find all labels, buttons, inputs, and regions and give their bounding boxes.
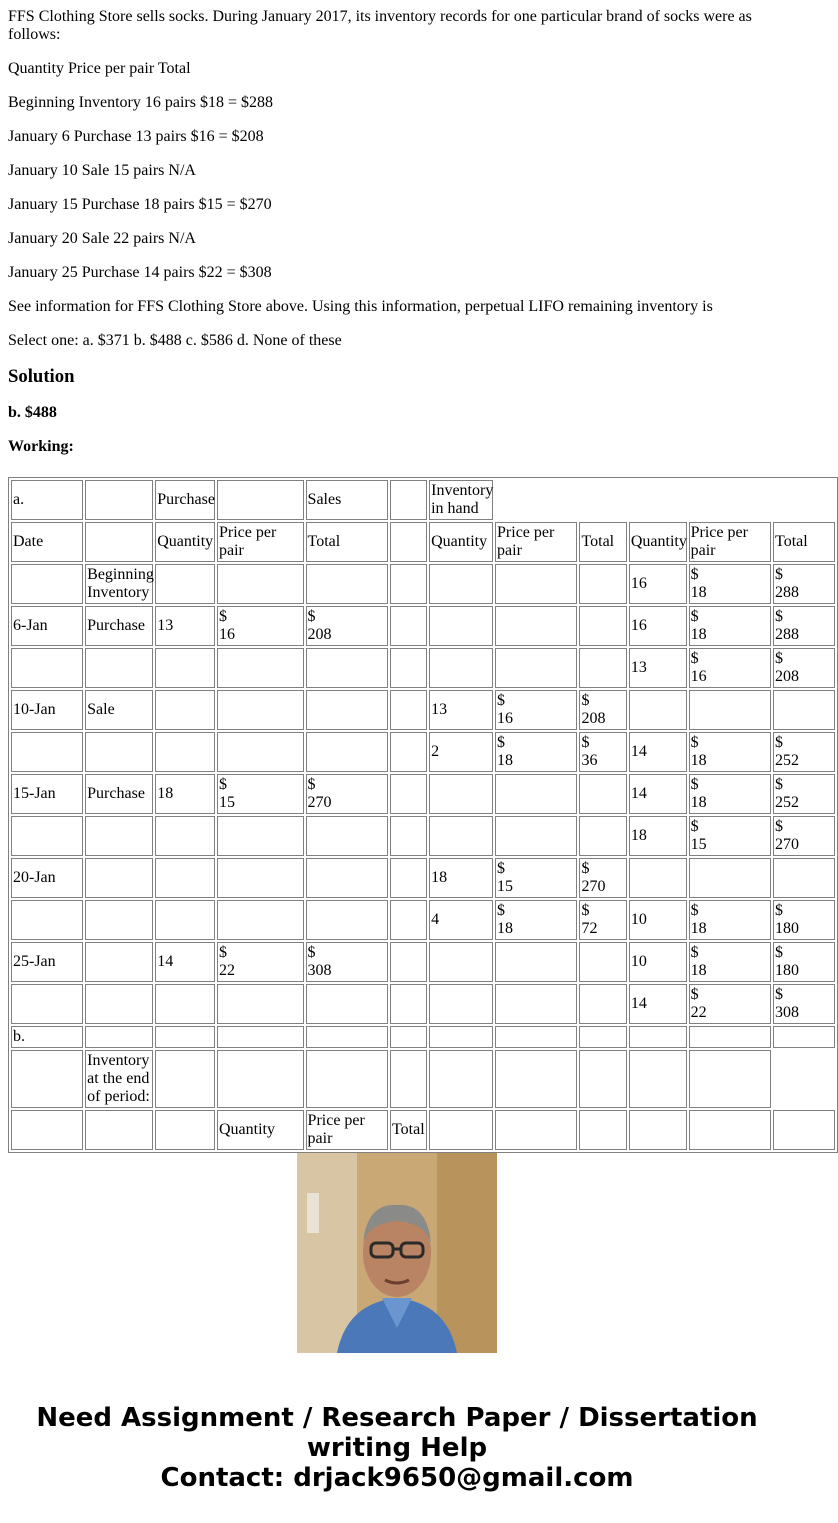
table-cell — [773, 1026, 835, 1048]
table-cell: Price per pair — [495, 522, 577, 562]
question-line: Beginning Inventory 16 pairs $18 = $288 — [8, 94, 273, 111]
table-cell — [11, 732, 83, 772]
question-line: Quantity Price per pair Total — [8, 60, 191, 77]
table-cell: Total — [306, 522, 388, 562]
question-options: Select one: a. $371 b. $488 c. $586 d. None of these — [8, 332, 342, 349]
question-content — [8, 0, 794, 472]
table-cell — [390, 648, 427, 688]
table-cell — [217, 900, 304, 940]
table-cell — [306, 816, 388, 856]
table-cell — [155, 648, 215, 688]
table-row — [11, 984, 835, 1024]
working-label: Working: — [8, 438, 74, 455]
cta-line: writing Help — [306, 1433, 488, 1463]
table-cell — [85, 732, 153, 772]
table-cell — [155, 1026, 215, 1048]
table-cell — [217, 564, 304, 604]
table-cell: $ 288 — [773, 564, 835, 604]
table-cell — [390, 858, 427, 898]
table-cell: $ 308 — [306, 942, 388, 982]
table-cell: Quantity — [217, 1110, 304, 1150]
table-cell — [85, 984, 153, 1024]
table-cell — [85, 648, 153, 688]
table-cell: Quantity — [629, 522, 687, 562]
table-cell: $ 208 — [579, 690, 626, 730]
table-cell — [629, 1026, 687, 1048]
table-cell: $ 36 — [579, 732, 626, 772]
table-cell — [390, 606, 427, 646]
table-cell: $ 18 — [689, 732, 771, 772]
table-cell: 18 — [429, 858, 493, 898]
table-cell — [217, 480, 304, 520]
table-cell — [689, 690, 771, 730]
avatar — [297, 1153, 497, 1353]
question-prompt: See information for FFS Clothing Store above. Using this information, perpetual LIFO remaining inventory is — [8, 298, 713, 315]
table-cell — [11, 564, 83, 604]
table-cell: $ 18 — [495, 732, 577, 772]
table-cell: 16 — [629, 564, 687, 604]
table-row — [11, 942, 835, 982]
table-row — [11, 1026, 835, 1048]
working-table — [8, 477, 838, 1153]
table-cell: $ 18 — [495, 900, 577, 940]
table-cell — [429, 1026, 493, 1048]
table-row — [11, 816, 835, 856]
table-cell — [390, 900, 427, 940]
table-cell: $ 270 — [579, 858, 626, 898]
table-cell: 25-Jan — [11, 942, 83, 982]
table-cell: Total — [773, 522, 835, 562]
table-cell: 20-Jan — [11, 858, 83, 898]
table-cell: $ 270 — [773, 816, 835, 856]
table-cell — [155, 816, 215, 856]
table-cell — [155, 984, 215, 1024]
table-cell — [155, 858, 215, 898]
table-cell: $ 15 — [689, 816, 771, 856]
table-cell: $ 22 — [217, 942, 304, 982]
table-cell — [85, 522, 153, 562]
table-cell — [155, 564, 215, 604]
table-cell: 14 — [155, 942, 215, 982]
solution-answer: b. $488 — [8, 404, 57, 421]
table-cell: $ 18 — [689, 774, 771, 814]
table-cell: $ 18 — [689, 900, 771, 940]
table-cell: Total — [579, 522, 626, 562]
table-row — [11, 648, 835, 688]
table-cell — [429, 1050, 493, 1108]
table-cell: 13 — [629, 648, 687, 688]
table-row — [11, 564, 835, 604]
table-cell — [579, 1026, 626, 1048]
table-cell: $ 252 — [773, 732, 835, 772]
table-cell — [629, 1050, 687, 1108]
table-cell — [11, 648, 83, 688]
table-cell — [495, 606, 577, 646]
table-cell — [579, 648, 626, 688]
footer-promo — [0, 1140, 794, 1493]
table-cell: $ 16 — [689, 648, 771, 688]
table-cell — [495, 1050, 577, 1108]
table-cell: 15-Jan — [11, 774, 83, 814]
table-cell — [429, 564, 493, 604]
table-cell: $ 180 — [773, 900, 835, 940]
table-cell — [11, 984, 83, 1024]
table-cell — [429, 984, 493, 1024]
table-cell — [11, 1050, 83, 1108]
table-cell: $ 252 — [773, 774, 835, 814]
table-cell — [689, 1026, 771, 1048]
table-cell — [495, 984, 577, 1024]
table-cell: 14 — [629, 774, 687, 814]
table-cell: 14 — [629, 984, 687, 1024]
table-cell — [629, 858, 687, 898]
table-cell: $ 18 — [689, 606, 771, 646]
table-cell — [495, 816, 577, 856]
table-cell: $ 270 — [306, 774, 388, 814]
table-cell — [155, 900, 215, 940]
table-row — [11, 522, 835, 562]
table-cell: Total — [390, 1110, 427, 1150]
table-cell: 10 — [629, 942, 687, 982]
table-cell — [390, 984, 427, 1024]
table-cell: Quantity — [429, 522, 493, 562]
table-cell — [85, 480, 153, 520]
working-table-viewport[interactable] — [8, 477, 808, 1147]
table-cell: $ 208 — [306, 606, 388, 646]
cta-email[interactable]: Contact: drjack9650@gmail.com — [160, 1463, 634, 1493]
table-cell: $ 18 — [689, 564, 771, 604]
table-cell — [217, 816, 304, 856]
table-cell: $ 22 — [689, 984, 771, 1024]
table-cell — [579, 564, 626, 604]
table-row — [11, 858, 835, 898]
table-cell: 2 — [429, 732, 493, 772]
table-cell — [495, 774, 577, 814]
table-cell — [429, 942, 493, 982]
table-cell — [217, 984, 304, 1024]
table-cell — [217, 648, 304, 688]
table-cell — [390, 564, 427, 604]
table-cell — [495, 564, 577, 604]
table-cell: Sales — [306, 480, 388, 520]
table-cell — [773, 690, 835, 730]
table-cell — [429, 606, 493, 646]
table-cell: 13 — [155, 606, 215, 646]
table-cell — [85, 858, 153, 898]
table-cell — [155, 690, 215, 730]
table-row — [11, 606, 835, 646]
table-cell: Inventory at the end of period: — [85, 1050, 153, 1108]
table-row — [11, 900, 835, 940]
table-cell: $ 180 — [773, 942, 835, 982]
table-cell: Date — [11, 522, 83, 562]
table-cell: Purchase — [85, 606, 153, 646]
table-cell — [390, 522, 427, 562]
table-cell — [306, 984, 388, 1024]
table-cell — [85, 1026, 153, 1048]
table-cell — [85, 816, 153, 856]
table-cell: $ 16 — [217, 606, 304, 646]
table-cell: Price per pair — [689, 522, 771, 562]
table-cell: Beginning Inventory — [85, 564, 153, 604]
table-cell: 13 — [429, 690, 493, 730]
table-cell — [390, 690, 427, 730]
table-cell — [306, 1026, 388, 1048]
table-cell: 6-Jan — [11, 606, 83, 646]
table-cell — [579, 606, 626, 646]
table-cell — [390, 1026, 427, 1048]
table-cell — [11, 816, 83, 856]
table-cell — [306, 690, 388, 730]
table-cell: $ 16 — [495, 690, 577, 730]
table-row — [11, 732, 835, 772]
table-cell — [306, 564, 388, 604]
table-cell — [495, 1026, 577, 1048]
question-intro: FFS Clothing Store sells socks. During January 2017, its inventory records for one particular brand of socks were as follows: — [8, 8, 752, 43]
table-cell — [429, 816, 493, 856]
table-cell: 10-Jan — [11, 690, 83, 730]
table-cell — [429, 774, 493, 814]
question-line: January 25 Purchase 14 pairs $22 = $308 — [8, 264, 272, 281]
table-cell: a. — [11, 480, 83, 520]
table-cell: $ 15 — [495, 858, 577, 898]
table-cell: Sale — [85, 690, 153, 730]
table-cell: Inventory in hand — [429, 480, 493, 520]
table-cell: Purchase — [155, 480, 215, 520]
cta-line: Need Assignment / Research Paper / Dissertation — [36, 1403, 758, 1433]
table-cell: Price per pair — [306, 1110, 388, 1150]
table-cell — [306, 1050, 388, 1108]
table-cell: $ 15 — [217, 774, 304, 814]
table-cell — [217, 690, 304, 730]
table-cell — [429, 648, 493, 688]
table-cell: Price per pair — [217, 522, 304, 562]
question-line: January 6 Purchase 13 pairs $16 = $208 — [8, 128, 264, 145]
table-row — [11, 690, 835, 730]
table-cell: Quantity — [155, 522, 215, 562]
table-cell: 16 — [629, 606, 687, 646]
table-cell: 18 — [155, 774, 215, 814]
question-line: January 20 Sale 22 pairs N/A — [8, 230, 196, 247]
table-cell — [579, 1050, 626, 1108]
table-cell — [495, 942, 577, 982]
table-cell — [390, 1050, 427, 1108]
table-cell: $ 208 — [773, 648, 835, 688]
table-cell: 4 — [429, 900, 493, 940]
table-cell: 10 — [629, 900, 687, 940]
table-cell: $ 288 — [773, 606, 835, 646]
table-cell: $ 18 — [689, 942, 771, 982]
table-cell — [85, 900, 153, 940]
table-cell — [11, 900, 83, 940]
table-cell — [390, 774, 427, 814]
table-cell — [155, 732, 215, 772]
table-cell — [217, 732, 304, 772]
table-cell — [579, 984, 626, 1024]
question-line: January 10 Sale 15 pairs N/A — [8, 162, 196, 179]
table-cell — [390, 942, 427, 982]
table-cell: 14 — [629, 732, 687, 772]
table-cell — [579, 942, 626, 982]
table-row — [11, 1050, 835, 1108]
table-row — [11, 774, 835, 814]
table-cell — [629, 690, 687, 730]
table-cell — [217, 1050, 304, 1108]
question-line: January 15 Purchase 18 pairs $15 = $270 — [8, 196, 272, 213]
table-cell — [85, 942, 153, 982]
table-cell — [306, 858, 388, 898]
table-cell — [495, 648, 577, 688]
table-cell: Purchase — [85, 774, 153, 814]
table-cell: 18 — [629, 816, 687, 856]
contact-banner — [0, 1403, 794, 1493]
table-cell — [390, 480, 427, 520]
table-cell — [689, 858, 771, 898]
table-cell — [217, 1026, 304, 1048]
table-cell: $ 72 — [579, 900, 626, 940]
table-cell: $ 308 — [773, 984, 835, 1024]
table-cell — [217, 858, 304, 898]
table-cell — [306, 900, 388, 940]
table-cell — [773, 858, 835, 898]
solution-heading: Solution — [8, 366, 75, 387]
table-cell — [390, 732, 427, 772]
table-cell — [155, 1050, 215, 1108]
table-cell — [306, 648, 388, 688]
table-row — [11, 480, 835, 520]
table-cell — [689, 1050, 771, 1108]
table-cell — [390, 816, 427, 856]
table-cell — [306, 732, 388, 772]
table-cell — [579, 774, 626, 814]
table-cell — [579, 816, 626, 856]
table-cell: b. — [11, 1026, 83, 1048]
